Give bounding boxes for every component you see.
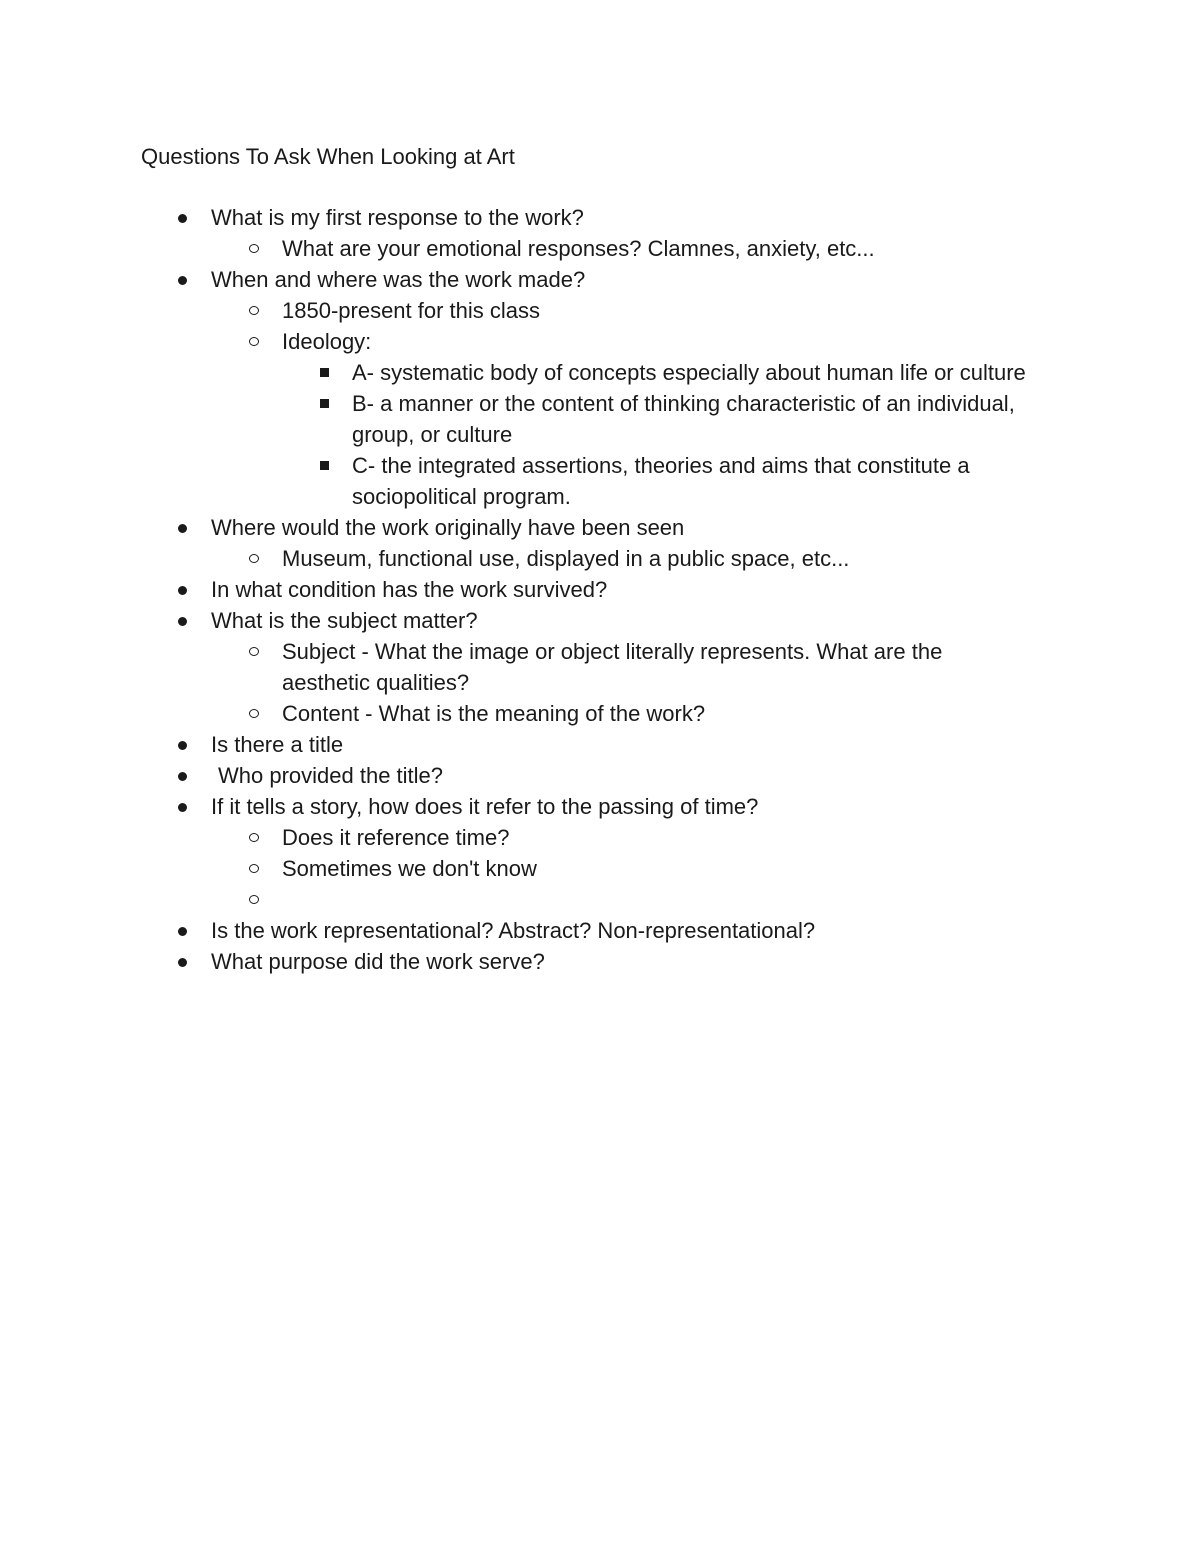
square-bullet-icon	[320, 399, 329, 408]
filled-bullet-icon	[178, 927, 187, 936]
question-list	[0, 202, 1200, 977]
list-item	[0, 605, 1200, 636]
hollow-bullet-icon	[249, 833, 259, 842]
list-item-text: When and where was the work made?	[211, 267, 586, 292]
list-item-text: A- systematic body of concepts especially about human life or culture	[352, 360, 1026, 385]
filled-bullet-icon	[178, 617, 187, 626]
list-item	[0, 698, 1200, 729]
list-item-text: Content - What is the meaning of the work?	[282, 701, 706, 726]
list-item-text: Sometimes we don't know	[282, 856, 537, 881]
list-item	[0, 233, 1200, 264]
filled-bullet-icon	[178, 276, 187, 285]
filled-bullet-icon	[178, 214, 187, 223]
list-item	[0, 326, 1200, 357]
hollow-bullet-icon	[249, 244, 259, 253]
list-item-text: Where would the work originally have been seen	[211, 515, 685, 540]
list-item	[0, 791, 1200, 822]
list-item	[0, 388, 1200, 450]
filled-bullet-icon	[178, 772, 187, 781]
hollow-bullet-icon	[249, 306, 259, 315]
list-item	[0, 729, 1200, 760]
list-item	[0, 822, 1200, 853]
list-item	[0, 636, 1200, 698]
list-item	[0, 512, 1200, 543]
list-item	[0, 574, 1200, 605]
list-item-text: What purpose did the work serve?	[211, 949, 545, 974]
hollow-bullet-icon	[249, 337, 259, 346]
hollow-bullet-icon	[249, 864, 259, 873]
hollow-bullet-icon	[249, 709, 259, 718]
list-item-text: B- a manner or the content of thinking characteristic of an individual, group, or culture	[352, 391, 1015, 447]
filled-bullet-icon	[178, 958, 187, 967]
list-item	[0, 760, 1200, 791]
filled-bullet-icon	[178, 524, 187, 533]
square-bullet-icon	[320, 461, 329, 470]
list-item	[0, 357, 1200, 388]
list-item-text: Ideology:	[282, 329, 372, 354]
list-item	[0, 853, 1200, 884]
list-item-text: 1850-present for this class	[282, 298, 541, 323]
list-item-text: Does it reference time?	[282, 825, 510, 850]
hollow-bullet-icon	[249, 554, 259, 563]
filled-bullet-icon	[178, 586, 187, 595]
list-item	[0, 264, 1200, 295]
list-item-text: What is the subject matter?	[211, 608, 478, 633]
hollow-bullet-icon	[249, 647, 259, 656]
hollow-bullet-icon	[249, 895, 259, 904]
list-item	[0, 202, 1200, 233]
list-item	[0, 295, 1200, 326]
list-item-text: Is the work representational? Abstract? Non-representational?	[211, 918, 816, 943]
list-item-text: If it tells a story, how does it refer to the passing of time?	[211, 794, 759, 819]
list-item-text: C- the integrated assertions, theories and aims that constitute a sociopolitical program.	[352, 453, 970, 509]
filled-bullet-icon	[178, 741, 187, 750]
list-item	[0, 946, 1200, 977]
list-item-text: Who provided the title?	[218, 763, 444, 788]
list-item-text: What is my first response to the work?	[211, 205, 584, 230]
list-item	[0, 884, 1200, 915]
document-title: Questions To Ask When Looking at Art	[141, 144, 515, 169]
list-item	[0, 543, 1200, 574]
list-item-text: Museum, functional use, displayed in a public space, etc...	[282, 546, 850, 571]
list-item	[0, 915, 1200, 946]
list-item	[0, 450, 1200, 512]
list-item-text: Is there a title	[211, 732, 344, 757]
filled-bullet-icon	[178, 803, 187, 812]
square-bullet-icon	[320, 368, 329, 377]
list-item-text: In what condition has the work survived?	[211, 577, 608, 602]
list-item-text: What are your emotional responses? Clamnes, anxiety, etc...	[282, 236, 875, 261]
list-item-text: Subject - What the image or object literally represents. What are the aesthetic qualities?	[282, 639, 943, 695]
